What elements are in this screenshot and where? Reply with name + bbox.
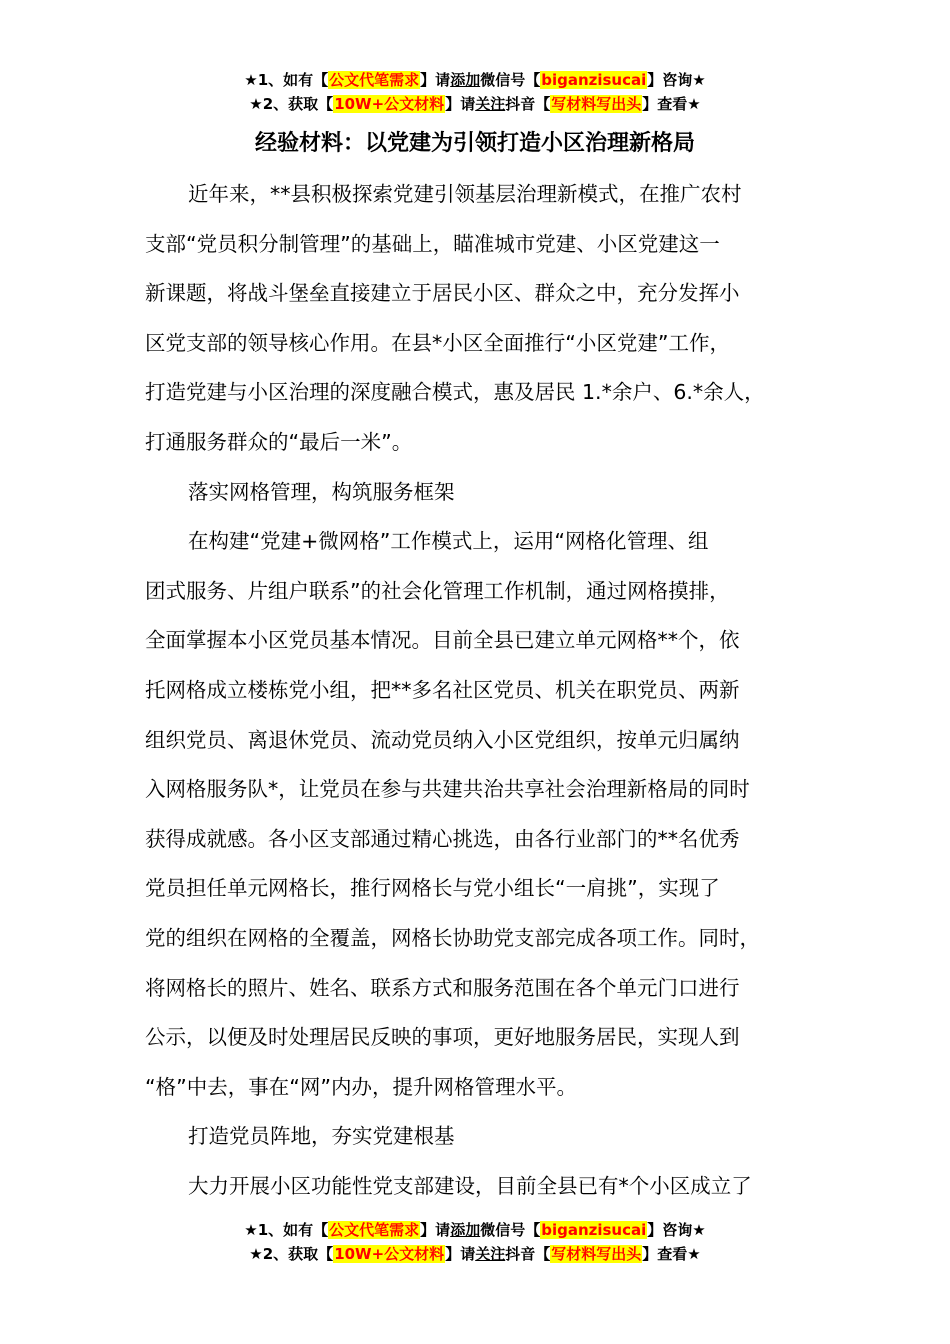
promo-text: 微信号【: [480, 1221, 541, 1239]
promo-text: 】咨询★: [647, 1221, 706, 1239]
body-line: 入网格服务队*，让党员在参与共建共治共享社会治理新格局的同时: [145, 777, 750, 802]
body-line: 将网格长的照片、姓名、联系方式和服务范围在各个单元门口进行: [145, 975, 740, 1000]
promo-text: 微信号【: [480, 71, 541, 89]
promo-text: 】请: [445, 1245, 476, 1263]
promo-text: ★1、如有【: [244, 71, 329, 89]
body-line: 公示，以便及时处理居民反映的事项，更好地服务居民，实现人到: [145, 1025, 740, 1050]
promo-highlight: 公文代笔需求: [329, 1221, 420, 1239]
body-line: 支部“党员积分制管理”的基础上，瞄准城市党建、小区党建这一: [145, 231, 720, 256]
body-line: 团式服务、片组户联系”的社会化管理工作机制，通过网格摸排，: [145, 578, 730, 603]
promo-highlight: 写材料写出头: [551, 95, 642, 113]
promo-text: 】查看★: [642, 95, 701, 113]
promo-banner-top: [0, 68, 950, 116]
body-line: 区党支部的领导核心作用。在县*小区全面推行“小区党建”工作，: [145, 330, 730, 355]
promo-text: 】请: [420, 1221, 451, 1239]
body-line: 在构建“党建+微网格”工作模式上，运用“网格化管理、组: [188, 529, 709, 554]
promo-underline: 关注: [475, 1245, 506, 1263]
promo-highlight: 10W+公文材料: [334, 95, 445, 113]
promo-highlight: 公文代笔需求: [329, 71, 420, 89]
body-line: 党的组织在网格的全覆盖，网格长协助党支部完成各项工作。同时，: [145, 925, 760, 950]
promo-line-2: [0, 1242, 950, 1266]
promo-text: ★1、如有【: [244, 1221, 329, 1239]
promo-text: 】请: [420, 71, 451, 89]
promo-highlight: 10W+公文材料: [334, 1245, 445, 1263]
body-line: 党员担任单元网格长，推行网格长与党小组长“一肩挑”，实现了: [145, 876, 720, 901]
promo-text: 】咨询★: [647, 71, 706, 89]
promo-underline: 添加: [450, 71, 481, 89]
promo-highlight: 写材料写出头: [551, 1245, 642, 1263]
section-heading: 落实网格管理，构筑服务框架: [188, 479, 455, 504]
promo-line-2: [0, 92, 950, 116]
body-line: 近年来，**县积极探索党建引领基层治理新模式，在推广农村: [188, 182, 742, 206]
body-line: 全面掌握本小区党员基本情况。目前全县已建立单元网格**个，依: [145, 628, 740, 653]
promo-underline: 关注: [475, 95, 506, 113]
section-heading: 打造党员阵地，夯实党建根基: [188, 1124, 455, 1149]
body-line: 组织党员、离退休党员、流动党员纳入小区党组织，按单元归属纳: [145, 727, 740, 752]
promo-underline: 添加: [450, 1221, 481, 1239]
body-line: 新课题，将战斗堡垒直接建立于居民小区、群众之中，充分发挥小: [145, 281, 740, 306]
promo-text: ★2、获取【: [249, 1245, 334, 1263]
promo-text: 】请: [445, 95, 476, 113]
promo-highlight: biganzisucai: [541, 71, 647, 89]
promo-text: ★2、获取【: [249, 95, 334, 113]
body-line: 托网格成立楼栋党小组，把**多名社区党员、机关在职党员、两新: [145, 677, 740, 702]
body-line: 大力开展小区功能性党支部建设，目前全县已有*个小区成立了: [188, 1173, 752, 1198]
body-line: 获得成就感。各小区支部通过精心挑选，由各行业部门的**名优秀: [145, 826, 740, 851]
body-line: “格”中去，事在“网”内办，提升网格管理水平。: [145, 1074, 577, 1099]
promo-banner-bottom: [0, 1218, 950, 1266]
body-line: 打造党建与小区治理的深度融合模式，惠及居民 1.*余户、6.*余人，: [145, 380, 765, 405]
promo-text: 抖音【: [505, 95, 551, 113]
promo-highlight: biganzisucai: [541, 1221, 647, 1239]
promo-line-1: [0, 1218, 950, 1242]
promo-text: 】查看★: [642, 1245, 701, 1263]
body-line: 打通服务群众的“最后一米”。: [145, 429, 413, 454]
promo-text: 抖音【: [505, 1245, 551, 1263]
document-body: [145, 170, 835, 1211]
promo-line-1: [0, 68, 950, 92]
document-title: 经验材料：以党建为引领打造小区治理新格局: [254, 131, 695, 156]
